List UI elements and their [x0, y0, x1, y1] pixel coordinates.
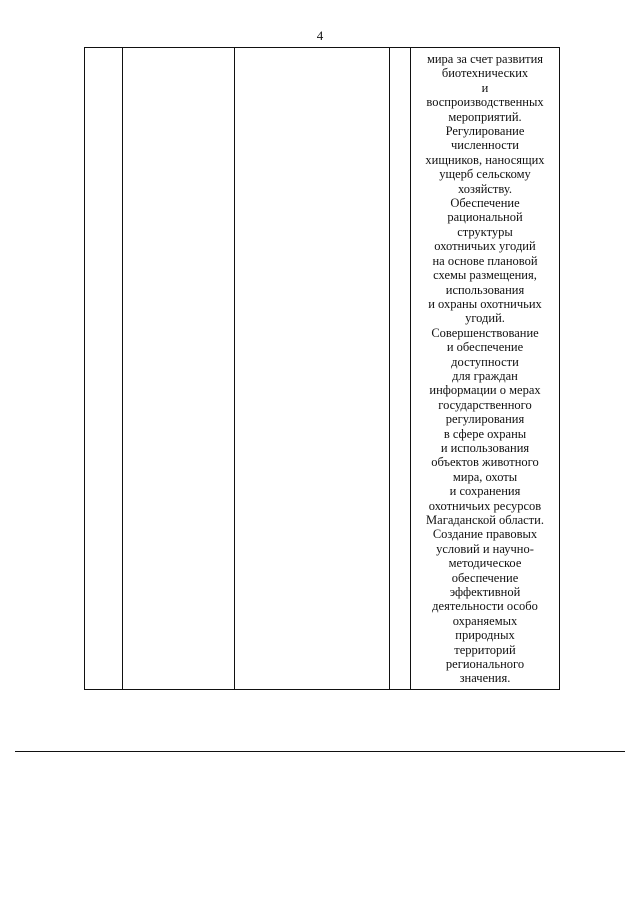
cell-text-line: охраняемых: [452, 613, 518, 628]
cell-text-line: и использования: [440, 440, 530, 455]
cell-text-line: биотехнических: [441, 66, 529, 81]
cell-text-line: численности: [451, 138, 519, 153]
cell-text-line: объектов животного: [431, 455, 539, 470]
cell-text-line: Создание правовых: [432, 527, 538, 542]
cell-text-line: мира, охоты: [452, 469, 518, 484]
cell-text-line: рациональной: [447, 210, 523, 225]
cell-text-line: территорий: [454, 642, 516, 657]
cell-text-line: обеспечение: [451, 570, 519, 585]
cell-text-line: природных: [455, 628, 515, 643]
cell-text-line: охотничьих угодий: [434, 239, 536, 254]
cell-text-line: использования: [445, 282, 525, 297]
cell-text-line: Регулирование: [445, 124, 525, 139]
column-divider-1: [122, 48, 123, 689]
cell-text-line: Обеспечение: [450, 196, 520, 211]
cell-text-line: методическое: [448, 556, 522, 571]
program-table: [84, 47, 560, 690]
cell-text-line: охотничьих ресурсов: [428, 498, 542, 513]
cell-text-line: и охраны охотничьих: [428, 296, 542, 311]
column-divider-2: [234, 48, 235, 689]
cell-text-line: схемы размещения,: [433, 268, 537, 283]
cell-text-line: и сохранения: [449, 484, 521, 499]
cell-text-line: угодий.: [465, 311, 505, 326]
cell-text-line: мероприятий.: [448, 109, 522, 124]
cell-text-line: условий и научно-: [436, 541, 534, 556]
cell-text-line: в сфере охраны: [443, 426, 527, 441]
cell-text-line: воспроизводственных: [426, 95, 544, 110]
cell-text-line: структуры: [457, 224, 513, 239]
cell-text-line: информации о мерах: [429, 383, 541, 398]
cell-text-line: и обеспечение: [446, 340, 524, 355]
cell-text-line: на основе плановой: [432, 253, 538, 268]
cell-text-line: для граждан: [452, 368, 518, 383]
cell-text-line: регионального: [445, 657, 525, 672]
column-divider-3: [389, 48, 390, 689]
cell-text-line: доступности: [451, 354, 519, 369]
cell-text-line: хищников, наносящих: [425, 152, 545, 167]
cell-text-line: значения.: [459, 671, 511, 686]
footer-rule: [15, 751, 625, 752]
cell-text-line: государственного: [438, 397, 532, 412]
cell-text-line: хозяйству.: [457, 181, 512, 196]
cell-text-line: эффективной: [449, 585, 521, 600]
page-number: 4: [316, 28, 324, 43]
cell-text-line: деятельности особо: [432, 599, 538, 614]
goals-cell: [411, 52, 559, 686]
cell-text-line: мира за счет развития: [426, 52, 544, 66]
cell-text-line: регулирования: [445, 412, 525, 427]
cell-text-line: и: [481, 80, 489, 95]
cell-text-line: Магаданской области.: [426, 513, 544, 527]
cell-text-line: Совершенствование: [431, 325, 539, 340]
cell-text-line: ущерб сельскому: [439, 167, 531, 182]
